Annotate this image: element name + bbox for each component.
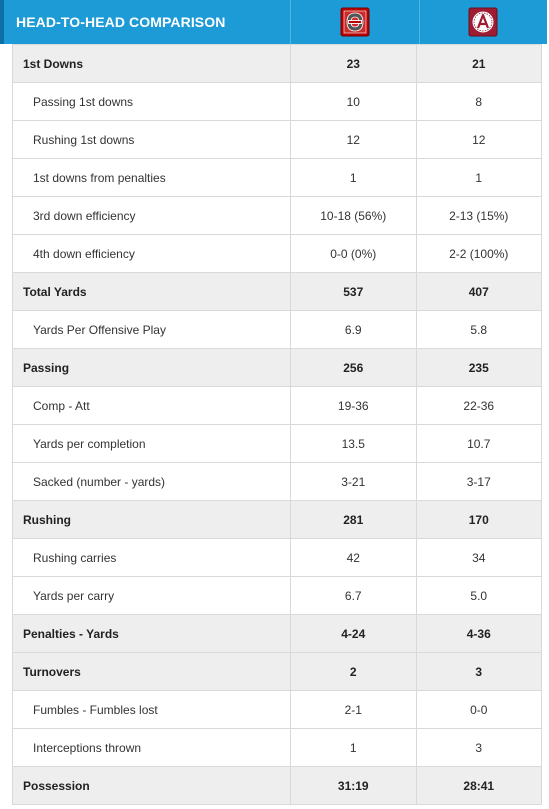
alabama-logo-icon	[468, 7, 498, 37]
stat-label: Comp - Att	[13, 387, 291, 425]
stat-label: Penalties - Yards	[13, 615, 291, 653]
team2-value: 12	[416, 121, 542, 159]
team2-value: 2-13 (15%)	[416, 197, 542, 235]
stat-label: Interceptions thrown	[13, 729, 291, 767]
team2-value: 22-36	[416, 387, 542, 425]
stat-label: 1st Downs	[13, 45, 291, 83]
stat-label: Fumbles - Fumbles lost	[13, 691, 291, 729]
stat-label: Turnovers	[13, 653, 291, 691]
team2-value: 3-17	[416, 463, 542, 501]
team1-value: 281	[291, 501, 417, 539]
stat-row	[13, 235, 542, 273]
team1-value: 19-36	[291, 387, 417, 425]
team2-value: 170	[416, 501, 542, 539]
team1-value: 10-18 (56%)	[291, 197, 417, 235]
team2-value: 0-0	[416, 691, 542, 729]
stat-group-row	[13, 349, 542, 387]
ohio-state-logo-icon	[340, 7, 370, 37]
team2-value: 235	[416, 349, 542, 387]
stat-label: Possession	[13, 767, 291, 805]
stat-label: Yards per completion	[13, 425, 291, 463]
stat-row	[13, 691, 542, 729]
team2-value: 4-36	[416, 615, 542, 653]
team2-header	[419, 0, 548, 44]
team2-value: 21	[416, 45, 542, 83]
team2-value: 8	[416, 83, 542, 121]
stat-label: 4th down efficiency	[13, 235, 291, 273]
stat-label: 3rd down efficiency	[13, 197, 291, 235]
team2-value: 3	[416, 729, 542, 767]
stat-row	[13, 539, 542, 577]
page-title: HEAD-TO-HEAD COMPARISON	[16, 14, 226, 30]
team2-value: 3	[416, 653, 542, 691]
stat-row	[13, 197, 542, 235]
stat-group-row	[13, 653, 542, 691]
stat-label: Sacked (number - yards)	[13, 463, 291, 501]
team2-value: 5.0	[416, 577, 542, 615]
stat-group-row	[13, 767, 542, 805]
stat-row	[13, 83, 542, 121]
stat-group-row	[13, 501, 542, 539]
stat-row	[13, 311, 542, 349]
team1-value: 2	[291, 653, 417, 691]
stat-group-row	[13, 615, 542, 653]
stat-row	[13, 387, 542, 425]
stat-label: 1st downs from penalties	[13, 159, 291, 197]
team1-value: 1	[291, 729, 417, 767]
team2-value: 1	[416, 159, 542, 197]
team1-value: 537	[291, 273, 417, 311]
header-title-block	[0, 0, 290, 44]
team1-value: 1	[291, 159, 417, 197]
team2-value: 34	[416, 539, 542, 577]
stat-group-row	[13, 45, 542, 83]
stat-row	[13, 729, 542, 767]
stat-label: Passing	[13, 349, 291, 387]
stat-label: Rushing carries	[13, 539, 291, 577]
team1-value: 12	[291, 121, 417, 159]
team2-value: 407	[416, 273, 542, 311]
team1-header	[290, 0, 419, 44]
stat-row	[13, 425, 542, 463]
stat-group-row	[13, 273, 542, 311]
comparison-header	[0, 0, 547, 44]
stat-label: Passing 1st downs	[13, 83, 291, 121]
team1-value: 4-24	[291, 615, 417, 653]
team2-value: 5.8	[416, 311, 542, 349]
team2-value: 10.7	[416, 425, 542, 463]
stat-row	[13, 121, 542, 159]
team1-value: 23	[291, 45, 417, 83]
stat-row	[13, 159, 542, 197]
stat-label: Yards Per Offensive Play	[13, 311, 291, 349]
team1-value: 2-1	[291, 691, 417, 729]
team1-value: 3-21	[291, 463, 417, 501]
team2-value: 2-2 (100%)	[416, 235, 542, 273]
stat-label: Yards per carry	[13, 577, 291, 615]
stats-table	[12, 44, 542, 805]
team1-value: 10	[291, 83, 417, 121]
team1-value: 31:19	[291, 767, 417, 805]
stat-label: Total Yards	[13, 273, 291, 311]
team1-value: 256	[291, 349, 417, 387]
stat-row	[13, 463, 542, 501]
team1-value: 6.9	[291, 311, 417, 349]
team1-value: 6.7	[291, 577, 417, 615]
team2-value: 28:41	[416, 767, 542, 805]
stat-label: Rushing 1st downs	[13, 121, 291, 159]
stat-row	[13, 577, 542, 615]
team1-value: 0-0 (0%)	[291, 235, 417, 273]
team1-value: 13.5	[291, 425, 417, 463]
team1-value: 42	[291, 539, 417, 577]
stat-label: Rushing	[13, 501, 291, 539]
